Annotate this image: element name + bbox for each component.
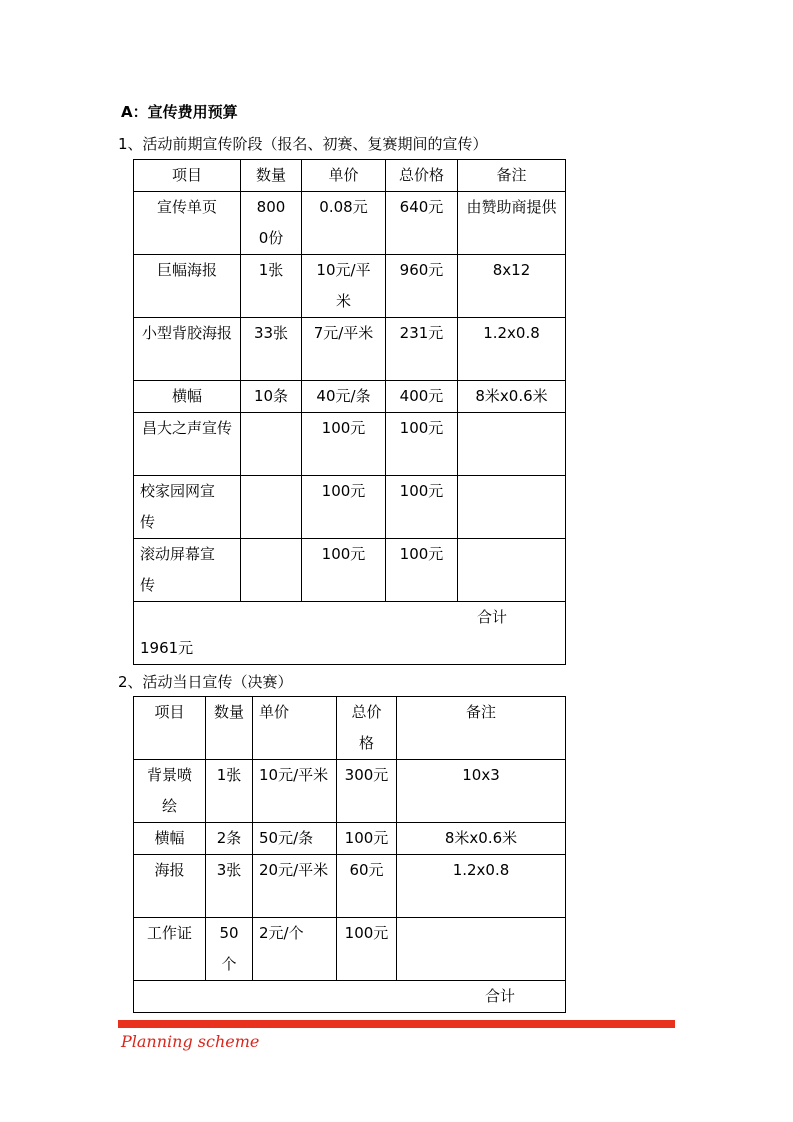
table-cell: 33张	[241, 318, 302, 381]
table-cell: 2条	[206, 823, 253, 855]
table-cell	[458, 413, 566, 476]
table-cell: 100元	[337, 823, 397, 855]
header-cell: 单价	[253, 697, 337, 760]
table-cell: 7元/平米	[302, 318, 386, 381]
table-cell: 50个	[206, 918, 253, 981]
table-row	[134, 855, 566, 918]
table-cell: 校家园网宣传	[134, 476, 241, 539]
table-cell: 2元/个	[253, 918, 337, 981]
table-cell: 10条	[241, 381, 302, 413]
table-cell: 海报	[134, 855, 206, 918]
table-cell	[241, 539, 302, 602]
footer-divider	[118, 1020, 675, 1028]
table-cell: 1.2x0.8	[458, 318, 566, 381]
table-cell: 10元/平米	[253, 760, 337, 823]
table-cell: 50元/条	[253, 823, 337, 855]
table-cell: 8000份	[241, 192, 302, 255]
table-cell: 昌大之声宣传	[134, 413, 241, 476]
table-cell: 10x3	[397, 760, 566, 823]
header-cell: 数量	[241, 160, 302, 192]
table-cell: 1张	[241, 255, 302, 318]
table-cell: 3张	[206, 855, 253, 918]
header-cell: 单价	[302, 160, 386, 192]
table-header-row	[134, 697, 566, 760]
header-cell: 总价格	[337, 697, 397, 760]
header-cell: 总价格	[386, 160, 458, 192]
table-row	[134, 318, 566, 381]
table-cell: 100元	[386, 476, 458, 539]
header-cell: 数量	[206, 697, 253, 760]
section1-title: 1、活动前期宣传阶段（报名、初赛、复赛期间的宣传）	[118, 135, 488, 153]
table-header-row	[134, 160, 566, 192]
table-cell	[458, 476, 566, 539]
table-cell	[397, 918, 566, 981]
header-cell: 项目	[134, 697, 206, 760]
table-total-row	[134, 602, 566, 665]
table-cell: 横幅	[134, 381, 241, 413]
header-cell: 备注	[458, 160, 566, 192]
table-cell: 巨幅海报	[134, 255, 241, 318]
table-cell: 100元	[302, 476, 386, 539]
table-cell: 100元	[386, 413, 458, 476]
table-cell: 8米x0.6米	[397, 823, 566, 855]
table-cell: 10元/平米	[302, 255, 386, 318]
total-label: 合计	[484, 987, 515, 1005]
table-cell: 横幅	[134, 823, 206, 855]
total-value: 1961元	[140, 639, 194, 657]
table-cell	[458, 539, 566, 602]
table-cell: 背景喷绘	[134, 760, 206, 823]
table-cell: 231元	[386, 318, 458, 381]
table-cell: 60元	[337, 855, 397, 918]
footer-caption: Planning scheme	[121, 1032, 260, 1051]
table-cell: 40元/条	[302, 381, 386, 413]
table-cell: 100元	[302, 539, 386, 602]
total-cell	[134, 981, 566, 1013]
table-row	[134, 476, 566, 539]
header-cell: 备注	[397, 697, 566, 760]
table-cell	[241, 413, 302, 476]
table-cell: 由赞助商提供	[458, 192, 566, 255]
table-cell: 960元	[386, 255, 458, 318]
table-cell: 0.08元	[302, 192, 386, 255]
table-cell	[241, 476, 302, 539]
section-heading: A：宣传费用预算	[121, 103, 238, 121]
table-row	[134, 918, 566, 981]
table-cell: 1张	[206, 760, 253, 823]
table-row	[134, 413, 566, 476]
table-cell: 8米x0.6米	[458, 381, 566, 413]
table-row	[134, 192, 566, 255]
table-row	[134, 381, 566, 413]
table-row	[134, 539, 566, 602]
table-cell: 宣传单页	[134, 192, 241, 255]
table-cell: 滚动屏幕宣传	[134, 539, 241, 602]
table-cell: 300元	[337, 760, 397, 823]
table-cell: 8x12	[458, 255, 566, 318]
budget-table-1	[133, 159, 566, 665]
table-cell: 640元	[386, 192, 458, 255]
table-cell: 400元	[386, 381, 458, 413]
table-cell: 100元	[337, 918, 397, 981]
section2-title: 2、活动当日宣传（决赛）	[118, 673, 293, 691]
table-cell: 小型背胶海报	[134, 318, 241, 381]
header-cell: 项目	[134, 160, 241, 192]
table-row	[134, 760, 566, 823]
table-row	[134, 255, 566, 318]
table-cell: 100元	[386, 539, 458, 602]
table-cell: 20元/平米	[253, 855, 337, 918]
table-cell: 100元	[302, 413, 386, 476]
table-cell: 1.2x0.8	[397, 855, 566, 918]
table-row	[134, 823, 566, 855]
total-label: 合计	[476, 608, 507, 626]
total-cell	[134, 602, 566, 665]
budget-table-2	[133, 696, 566, 1013]
table-total-row	[134, 981, 566, 1013]
table-cell: 工作证	[134, 918, 206, 981]
